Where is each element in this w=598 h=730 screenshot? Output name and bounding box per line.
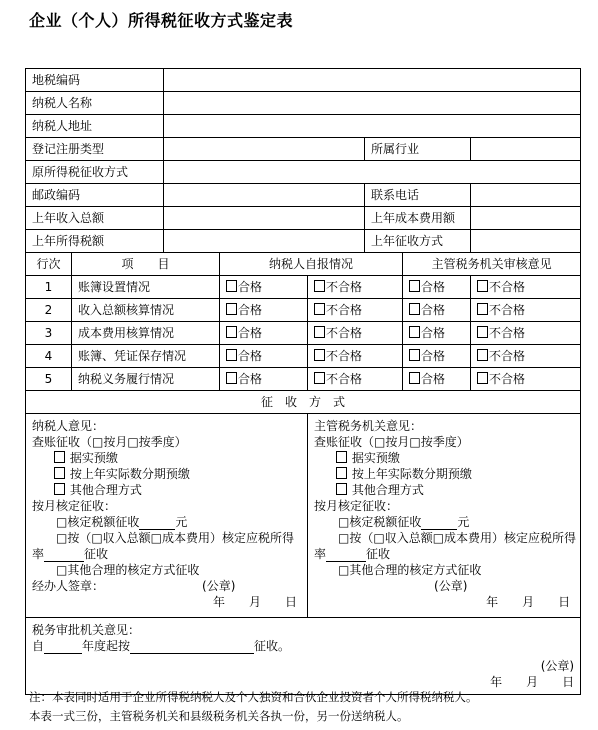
checkbox-icon bbox=[226, 349, 237, 361]
option-actual-prepay[interactable]: 据实预缴 bbox=[314, 450, 580, 466]
field-tax-reg-no[interactable] bbox=[164, 69, 581, 92]
review-fail-checkbox[interactable]: 不合格 bbox=[471, 276, 581, 299]
checkbox-icon bbox=[314, 349, 325, 361]
label-tax-reg-no: 地税编码 bbox=[26, 69, 164, 92]
seal-label: (公章) bbox=[202, 579, 236, 593]
field-last-tax[interactable] bbox=[164, 230, 365, 253]
approval-line: 自 年度起按 征收。 bbox=[32, 639, 291, 653]
date-line: 年 月 日 bbox=[490, 675, 575, 689]
rate-blank[interactable] bbox=[44, 549, 84, 562]
review-pass-checkbox[interactable]: 合格 bbox=[403, 368, 471, 391]
signer-line: 经办人签章： (公章) bbox=[32, 579, 236, 593]
assessment-form-table bbox=[25, 68, 581, 695]
row-item: 收入总额核算情况 bbox=[72, 299, 220, 322]
self-pass-checkbox[interactable]: 合格 bbox=[220, 368, 308, 391]
field-industry[interactable] bbox=[471, 138, 581, 161]
field-phone[interactable] bbox=[471, 184, 581, 207]
option-other-method[interactable]: 其他合理方式 bbox=[32, 482, 307, 498]
self-fail-checkbox[interactable]: 不合格 bbox=[308, 368, 403, 391]
header-self-report: 纳税人自报情况 bbox=[220, 253, 403, 276]
form-title: 企业（个人）所得税征收方式鉴定表 bbox=[29, 11, 294, 30]
audit-collection-option[interactable]: 查账征收（□按月□按季度） bbox=[32, 435, 187, 449]
option-other-method[interactable]: 其他合理方式 bbox=[314, 482, 580, 498]
label-last-tax: 上年所得税额 bbox=[26, 230, 164, 253]
rate-line: 率 征收 bbox=[32, 547, 109, 561]
review-fail-checkbox[interactable]: 不合格 bbox=[471, 345, 581, 368]
year-blank[interactable] bbox=[44, 641, 82, 654]
row-item: 成本费用核算情况 bbox=[72, 322, 220, 345]
label-taxpayer-address: 纳税人地址 bbox=[26, 115, 164, 138]
option-installment-prepay[interactable]: 按上年实际数分期预缴 bbox=[32, 466, 307, 482]
checkbox-icon bbox=[409, 349, 420, 361]
date-line: 年 月 日 bbox=[213, 595, 298, 609]
review-pass-checkbox[interactable]: 合格 bbox=[403, 322, 471, 345]
field-reg-type[interactable] bbox=[164, 138, 365, 161]
checkbox-icon bbox=[314, 280, 325, 292]
label-phone: 联系电话 bbox=[365, 184, 471, 207]
checkbox-icon bbox=[54, 467, 65, 479]
checkbox-icon bbox=[409, 280, 420, 292]
checkbox-icon bbox=[226, 326, 237, 338]
rate-line: 率 征收 bbox=[314, 547, 391, 561]
checkbox-icon bbox=[477, 372, 488, 384]
label-original-method: 原所得税征收方式 bbox=[26, 161, 164, 184]
table-row bbox=[26, 368, 581, 391]
form-notes bbox=[29, 688, 478, 726]
row-item: 账簿设置情况 bbox=[72, 276, 220, 299]
note-line: 注：本表同时适用于企业所得税纳税人及个人独资和合伙企业投资者个人所得税纳税人。 bbox=[29, 690, 478, 704]
checkbox-icon bbox=[477, 349, 488, 361]
field-last-method[interactable] bbox=[471, 230, 581, 253]
checkbox-icon bbox=[409, 372, 420, 384]
label-postcode: 邮政编码 bbox=[26, 184, 164, 207]
review-pass-checkbox[interactable]: 合格 bbox=[403, 276, 471, 299]
checkbox-icon bbox=[314, 326, 325, 338]
label-reg-type: 登记注册类型 bbox=[26, 138, 164, 161]
review-pass-checkbox[interactable]: 合格 bbox=[403, 299, 471, 322]
taxpayer-opinion-heading: 纳税人意见： bbox=[32, 419, 105, 433]
approval-heading: 税务审批机关意见： bbox=[32, 623, 141, 637]
fixed-amount-option[interactable]: □核定税额征收 元 bbox=[56, 515, 188, 529]
checkbox-icon bbox=[477, 326, 488, 338]
self-fail-checkbox[interactable]: 不合格 bbox=[308, 299, 403, 322]
field-postcode[interactable] bbox=[164, 184, 365, 207]
header-row-no: 行次 bbox=[26, 253, 72, 276]
table-row bbox=[26, 345, 581, 368]
fixed-amount-option[interactable]: □核定税额征收 元 bbox=[338, 515, 470, 529]
field-last-cost[interactable] bbox=[471, 207, 581, 230]
date-line: 年 月 日 bbox=[486, 595, 571, 609]
amount-blank[interactable] bbox=[421, 517, 457, 530]
checkbox-icon bbox=[336, 467, 347, 479]
self-pass-checkbox[interactable]: 合格 bbox=[220, 345, 308, 368]
audit-collection-option[interactable]: 查账征收（□按月□按季度） bbox=[314, 435, 469, 449]
approval-section bbox=[26, 618, 581, 695]
authority-opinion-heading: 主管税务机关意见： bbox=[314, 419, 423, 433]
table-row bbox=[26, 299, 581, 322]
label-taxpayer-name: 纳税人名称 bbox=[26, 92, 164, 115]
other-assessment-option[interactable]: □其他合理的核定方式征收 bbox=[56, 563, 200, 577]
checkbox-icon bbox=[477, 280, 488, 292]
checkbox-icon bbox=[409, 303, 420, 315]
label-last-method: 上年征收方式 bbox=[365, 230, 471, 253]
review-fail-checkbox[interactable]: 不合格 bbox=[471, 299, 581, 322]
row-number: 4 bbox=[26, 345, 72, 368]
row-number: 3 bbox=[26, 322, 72, 345]
review-pass-checkbox[interactable]: 合格 bbox=[403, 345, 471, 368]
row-number: 1 bbox=[26, 276, 72, 299]
checkbox-icon bbox=[314, 303, 325, 315]
seal-label: (公章) bbox=[434, 579, 468, 593]
row-item: 账簿、凭证保存情况 bbox=[72, 345, 220, 368]
monthly-assessment-label: 按月核定征收： bbox=[32, 499, 117, 513]
taxpayer-opinion-section bbox=[26, 414, 308, 618]
authority-opinion-section bbox=[308, 414, 581, 618]
checkbox-icon bbox=[226, 303, 237, 315]
header-review: 主管税务机关审核意见 bbox=[403, 253, 581, 276]
row-number: 2 bbox=[26, 299, 72, 322]
monthly-assessment-label: 按月核定征收： bbox=[314, 499, 399, 513]
checkbox-icon bbox=[336, 451, 347, 463]
field-original-method[interactable] bbox=[164, 161, 581, 184]
row-item: 纳税义务履行情况 bbox=[72, 368, 220, 391]
self-pass-checkbox[interactable]: 合格 bbox=[220, 276, 308, 299]
row-number: 5 bbox=[26, 368, 72, 391]
table-row bbox=[26, 276, 581, 299]
method-blank[interactable] bbox=[130, 641, 254, 654]
self-fail-checkbox[interactable]: 不合格 bbox=[308, 276, 403, 299]
checkbox-icon bbox=[54, 483, 65, 495]
label-industry: 所属行业 bbox=[365, 138, 471, 161]
checkbox-icon bbox=[226, 372, 237, 384]
checkbox-icon bbox=[54, 451, 65, 463]
checkbox-icon bbox=[336, 483, 347, 495]
checkbox-icon bbox=[314, 372, 325, 384]
label-last-income: 上年收入总额 bbox=[26, 207, 164, 230]
field-taxpayer-address[interactable] bbox=[164, 115, 581, 138]
note-line: 本表一式三份，主管税务机关和县级税务机关各执一份，另一份送纳税人。 bbox=[29, 709, 409, 723]
label-last-cost: 上年成本费用额 bbox=[365, 207, 471, 230]
self-fail-checkbox[interactable]: 不合格 bbox=[308, 322, 403, 345]
self-fail-checkbox[interactable]: 不合格 bbox=[308, 345, 403, 368]
field-last-income[interactable] bbox=[164, 207, 365, 230]
checkbox-icon bbox=[477, 303, 488, 315]
self-pass-checkbox[interactable]: 合格 bbox=[220, 322, 308, 345]
self-pass-checkbox[interactable]: 合格 bbox=[220, 299, 308, 322]
review-fail-checkbox[interactable]: 不合格 bbox=[471, 322, 581, 345]
rate-blank[interactable] bbox=[326, 549, 366, 562]
table-row bbox=[26, 322, 581, 345]
method-header: 征 收 方 式 bbox=[26, 391, 581, 414]
seal-label: (公章) bbox=[540, 659, 575, 673]
checkbox-icon bbox=[409, 326, 420, 338]
option-actual-prepay[interactable]: 据实预缴 bbox=[32, 450, 307, 466]
other-assessment-option[interactable]: □其他合理的核定方式征收 bbox=[338, 563, 482, 577]
rate-option[interactable]: □按（□収入总额□成本费用）核定应税所得 bbox=[338, 531, 577, 545]
option-installment-prepay[interactable]: 按上年实际数分期预缴 bbox=[314, 466, 580, 482]
review-fail-checkbox[interactable]: 不合格 bbox=[471, 368, 581, 391]
rate-option[interactable]: □按（□収入总额□成本费用）核定应税所得 bbox=[56, 531, 295, 545]
checkbox-icon bbox=[226, 280, 237, 292]
amount-blank[interactable] bbox=[139, 517, 175, 530]
field-taxpayer-name[interactable] bbox=[164, 92, 581, 115]
header-item: 项 目 bbox=[72, 253, 220, 276]
